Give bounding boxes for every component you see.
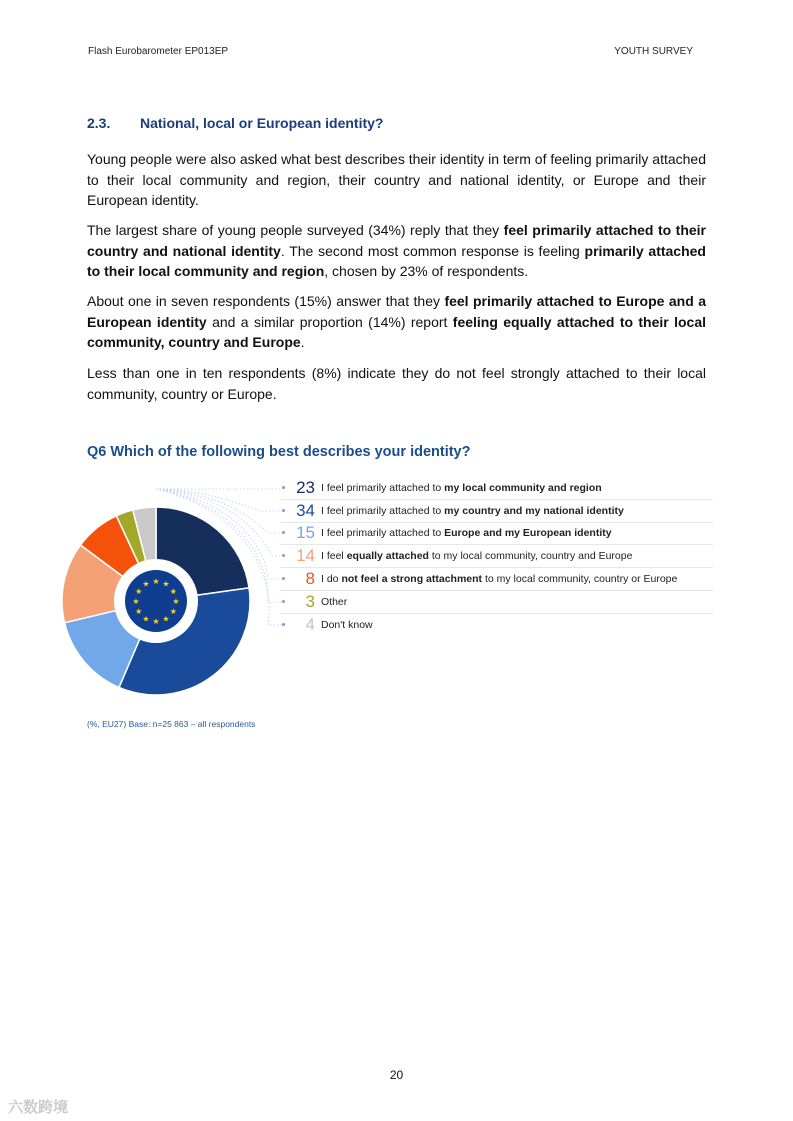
- legend-item: [280, 614, 713, 636]
- legend-dot: [282, 577, 285, 580]
- legend-label: [321, 573, 677, 585]
- eu-star-icon: ★: [152, 617, 160, 626]
- legend-label-post: to my local community, country or Europe: [482, 573, 678, 585]
- paragraph-4: Less than one in ten respondents (8%) indicate they do not feel strongly attached to their local community, country or Europe.: [87, 365, 706, 402]
- p3-text: and a similar proportion (14%) report: [206, 313, 453, 330]
- legend-value: 3: [305, 592, 315, 611]
- legend-label: [321, 550, 632, 562]
- eu-star-icon: ★: [169, 607, 177, 616]
- paragraph-1: Young people were also asked what best describes their identity in term of feeling primarily attached to their local community and region, their country and national identity, or Europe and their European identity.: [87, 151, 706, 208]
- watermark: 六数跨境: [8, 1099, 69, 1116]
- header-right: YOUTH SURVEY: [614, 46, 693, 57]
- legend-dot: [282, 486, 285, 489]
- p3-bold: feeling equally attached to their local community, country and Europe: [87, 313, 706, 350]
- legend-dot: [282, 554, 285, 557]
- eu-star-icon: ★: [142, 579, 150, 589]
- p2-bold: feel primarily attached to their country and national identity: [87, 222, 706, 259]
- eu-star-icon: ★: [135, 607, 143, 616]
- legend-value: 15: [296, 523, 315, 542]
- p2-text: The largest share of young people surveyed (34%) reply that they: [87, 222, 504, 238]
- legend-label: [321, 527, 612, 539]
- legend-label-bold: not feel a strong attachment: [341, 573, 483, 585]
- legend-value: 4: [305, 615, 315, 634]
- legend-label-pre: I feel primarily attached to: [321, 505, 445, 517]
- eu-star-icon: ★: [162, 614, 170, 624]
- legend-value: 23: [296, 478, 315, 497]
- eu-star-icon: ★: [172, 597, 180, 606]
- p3-bold: feel primarily attached to Europe and a European identity: [87, 293, 706, 330]
- legend-label-bold: Europe and my European identity: [444, 527, 612, 539]
- p3-text: .: [300, 334, 305, 350]
- legend-dot: [282, 623, 285, 626]
- leader-line: [156, 489, 283, 511]
- legend-label-pre: I feel primarily attached to: [321, 527, 445, 539]
- eu-star-icon: ★: [152, 577, 160, 586]
- legend-item: [280, 477, 713, 500]
- eu-star-icon: ★: [132, 597, 140, 606]
- legend-label-pre: Other: [321, 596, 348, 608]
- legend-label-pre: I feel: [321, 550, 347, 562]
- eu-star-icon: ★: [142, 614, 150, 624]
- page-number: 20: [389, 1068, 404, 1082]
- legend-label-pre: Don't know: [321, 619, 373, 631]
- question-title: Q6 Which of the following best describes your identity?: [87, 444, 471, 460]
- base-note: (%, EU27) Base: n=25 863 – all respondents: [87, 719, 256, 729]
- legend-label-bold: my local community and region: [444, 482, 602, 494]
- eu-star-icon: ★: [135, 587, 143, 596]
- legend-label: [321, 482, 602, 494]
- eu-star-icon: ★: [162, 579, 170, 589]
- legend-item: [280, 545, 713, 568]
- legend-dot: [282, 509, 285, 512]
- section-number: 2.3.: [87, 115, 111, 131]
- p3-text: About one in seven respondents (15%) answer that they: [87, 293, 445, 309]
- legend-label-bold: equally attached: [346, 550, 429, 562]
- legend-dot: [282, 600, 285, 603]
- p2-bold: primarily attached to their local community and region: [87, 242, 706, 279]
- legend-label-bold: my country and my national identity: [444, 505, 624, 517]
- legend-label-post: to my local community, country and Europe: [428, 550, 633, 562]
- eu-star-icon: ★: [169, 587, 177, 596]
- legend-label: [321, 596, 347, 608]
- p2-text: , chosen by 23% of respondents.: [324, 263, 529, 279]
- p2-text: . The second most common response is feeling: [280, 242, 585, 259]
- legend-item: [280, 500, 713, 523]
- legend-label: [321, 505, 624, 517]
- legend-label-pre: I feel primarily attached to: [321, 482, 445, 494]
- legend-item: [280, 591, 713, 614]
- legend-label: [321, 619, 373, 631]
- legend-label-pre: I do: [321, 573, 342, 585]
- header-left: Flash Eurobarometer EP013EP: [88, 46, 229, 57]
- section-title: National, local or European identity?: [140, 115, 384, 131]
- legend-item: [280, 522, 713, 545]
- legend-value: 14: [296, 546, 315, 565]
- legend-value: 8: [305, 569, 315, 588]
- legend-dot: [282, 531, 285, 534]
- legend-value: 34: [296, 501, 315, 520]
- legend-item: [280, 568, 713, 591]
